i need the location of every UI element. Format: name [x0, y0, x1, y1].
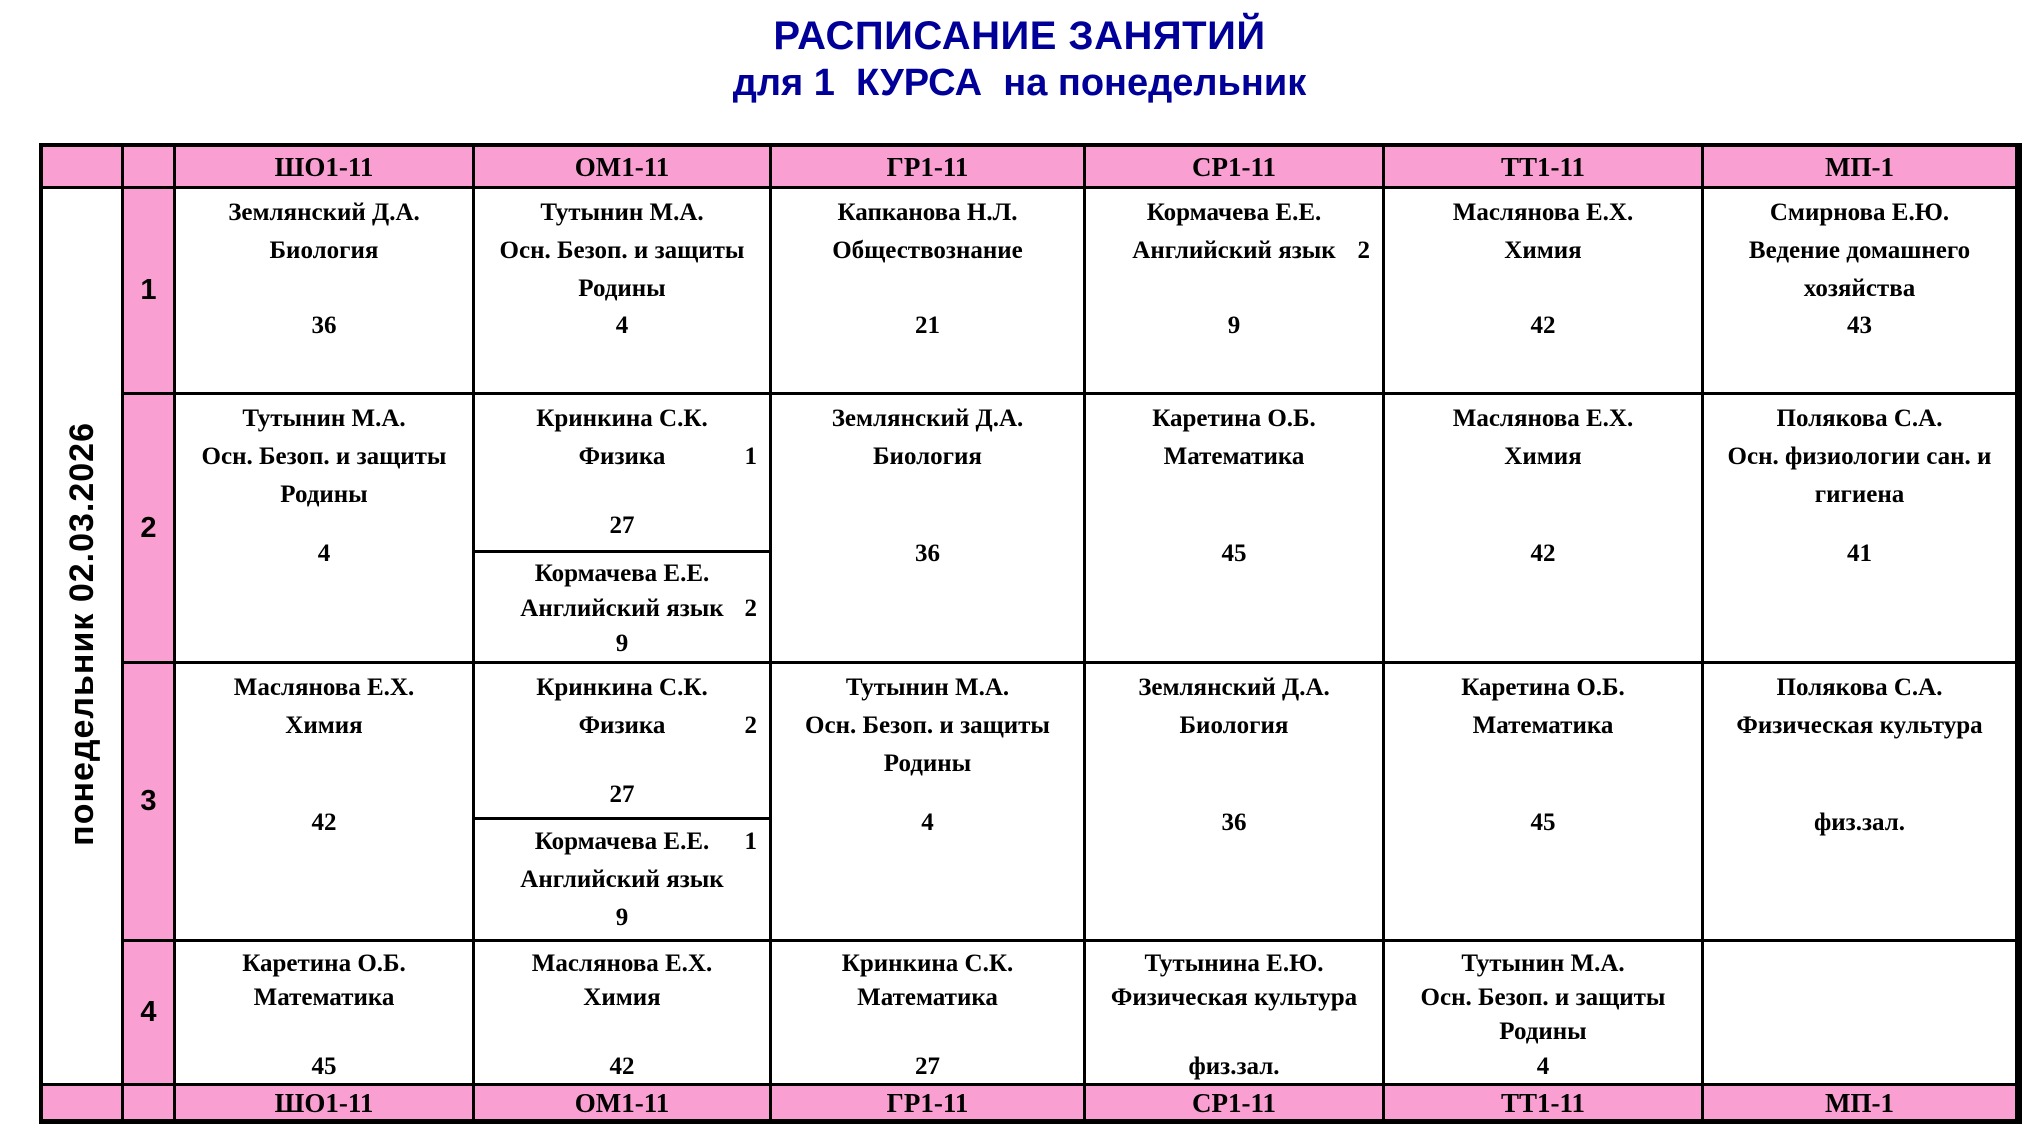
- teacher-name: Тутынин М.А.: [1461, 950, 1625, 977]
- lesson-cell: [1384, 188, 1703, 394]
- subject-name: Английский язык: [520, 866, 724, 893]
- subject-name: Биология: [873, 443, 982, 470]
- teacher-name: Маслянова Е.Х.: [531, 950, 713, 977]
- room-number: 36: [915, 540, 940, 567]
- title-line1: РАСПИСАНИЕ ЗАНЯТИЙ: [773, 14, 1266, 58]
- teacher-name: Маслянова Е.Х.: [233, 674, 415, 701]
- room-number: 42: [1530, 312, 1556, 339]
- teacher-name: Кринкина С.К.: [841, 950, 1014, 977]
- teacher-name: Тутынин М.А.: [242, 405, 406, 432]
- subject-name: Осн. Безоп. и защиты Родины: [499, 237, 745, 302]
- schedule-table: [39, 143, 2022, 1124]
- period-row-3: [41, 663, 2019, 941]
- period-number: 3: [123, 663, 175, 941]
- teacher-name: Каретина О.Б.: [1152, 405, 1316, 432]
- title-line2: для 1 КУРСА на понедельник: [732, 62, 1307, 104]
- teacher-name: Маслянова Е.Х.: [1452, 199, 1634, 226]
- group-footer: ОМ1-11: [474, 1085, 771, 1122]
- room-number: 27: [609, 781, 635, 808]
- lesson-cell: [474, 188, 771, 394]
- subject-name: Биология: [269, 237, 379, 264]
- room-number: физ.зал.: [1188, 1053, 1280, 1080]
- teacher-name: Капканова Н.Л.: [837, 199, 1018, 226]
- group-header: ОМ1-11: [474, 145, 771, 188]
- room-number: 43: [1847, 312, 1872, 339]
- room-number: 4: [615, 312, 629, 339]
- room-number: 4: [317, 540, 331, 567]
- lesson-cell: [474, 941, 771, 1085]
- header-row: [41, 145, 2019, 188]
- corner-day-cell: [41, 145, 123, 188]
- lesson-cell: [1085, 188, 1384, 394]
- lesson-cell: [1703, 394, 2019, 663]
- group-header: МП-1: [1703, 145, 2019, 188]
- lesson-cell-split: [474, 394, 771, 663]
- subject-name: Английский язык 2: [520, 595, 757, 622]
- lesson-cell: [175, 188, 474, 394]
- teacher-name: Полякова С.А.: [1776, 405, 1943, 432]
- day-label: понедельник 02.03.2026: [62, 421, 101, 846]
- subject-name: Осн. Безоп. и защиты Родины: [805, 712, 1050, 777]
- teacher-name: Кормачева Е.Е.: [1146, 199, 1322, 226]
- room-number: 27: [609, 512, 635, 539]
- room-number: 42: [311, 809, 337, 836]
- corner-period-cell: [123, 1085, 175, 1122]
- room-number: 9: [615, 630, 629, 657]
- subject-name: Осн. физиологии сан. и гигиена: [1727, 443, 1992, 508]
- day-cell: [41, 188, 123, 1085]
- teacher-name: Каретина О.Б.: [1461, 674, 1625, 701]
- teacher-name: Землянский Д.А.: [228, 199, 420, 226]
- lesson-cell: [1703, 663, 2019, 941]
- room-number: 36: [1221, 809, 1247, 836]
- lesson-cell: [175, 941, 474, 1085]
- room-number: 45: [1530, 809, 1556, 836]
- corner-day-cell: [41, 1085, 123, 1122]
- lesson-cell: [1384, 663, 1703, 941]
- footer-row: [41, 1085, 2019, 1122]
- room-number: 9: [1227, 312, 1241, 339]
- period-row-4: [41, 941, 2019, 1085]
- subject-name: Химия: [1504, 237, 1582, 264]
- lesson-cell: [1085, 941, 1384, 1085]
- room-number: 45: [311, 1053, 337, 1080]
- teacher-name: Маслянова Е.Х.: [1452, 405, 1634, 432]
- subject-name: Ведение домашнего хозяйства: [1748, 237, 1971, 302]
- room-number: 41: [1847, 540, 1872, 567]
- subject-name: Английский язык 2: [1132, 237, 1370, 264]
- teacher-name: Тутынина Е.Ю.: [1144, 950, 1324, 977]
- room-number: 27: [915, 1053, 940, 1080]
- teacher-name: Землянский Д.А.: [1138, 674, 1330, 701]
- teacher-name: Кринкина С.К.: [536, 405, 708, 432]
- period-row-2: [41, 394, 2019, 663]
- sub-lesson: [475, 820, 769, 937]
- room-number: 9: [615, 904, 629, 931]
- corner-period-cell: [123, 145, 175, 188]
- subject-name: Химия: [1504, 443, 1582, 470]
- lesson-cell-empty: [1703, 941, 2019, 1085]
- subject-name: Биология: [1179, 712, 1289, 739]
- group-header: ТТ1-11: [1384, 145, 1703, 188]
- lesson-cell: [175, 663, 474, 941]
- room-number: 42: [609, 1053, 635, 1080]
- lesson-cell: [771, 394, 1085, 663]
- period-number: 2: [123, 394, 175, 663]
- period-row-1: [41, 188, 2019, 394]
- subject-name: Математика: [1472, 712, 1614, 739]
- lesson-cell: [1384, 941, 1703, 1085]
- period-number: 1: [123, 188, 175, 394]
- room-number: 36: [311, 312, 337, 339]
- sub-lesson: [475, 553, 769, 661]
- group-footer: ТТ1-11: [1384, 1085, 1703, 1122]
- room-number: 4: [921, 809, 934, 836]
- room-number: 45: [1221, 540, 1247, 567]
- subject-name: Математика: [1163, 443, 1305, 470]
- teacher-name: Кормачева Е.Е. 1: [534, 828, 757, 855]
- group-footer: МП-1: [1703, 1085, 2019, 1122]
- subject-name: Обществознание: [832, 237, 1023, 264]
- lesson-cell: [771, 188, 1085, 394]
- teacher-name: Смирнова Е.Ю.: [1769, 199, 1950, 226]
- room-number: 4: [1536, 1053, 1550, 1080]
- teacher-name: Каретина О.Б.: [242, 950, 406, 977]
- sub-lesson: [475, 395, 769, 553]
- subject-name: Осн. Безоп. и защиты Родины: [1420, 984, 1666, 1045]
- room-number: 42: [1530, 540, 1556, 567]
- lesson-cell-split: [474, 663, 771, 941]
- lesson-cell: [771, 941, 1085, 1085]
- subject-name: Физическая культура: [1736, 712, 1983, 739]
- lesson-cell: [1085, 663, 1384, 941]
- subject-name: Математика: [857, 984, 998, 1011]
- teacher-name: Тутынин М.А.: [845, 674, 1010, 701]
- page-title: [39, 12, 2000, 106]
- teacher-name: Тутынин М.А.: [540, 199, 704, 226]
- subject-name: Химия: [583, 984, 661, 1011]
- subject-name: Химия: [285, 712, 363, 739]
- group-header: СР1-11: [1085, 145, 1384, 188]
- room-number: физ.зал.: [1813, 809, 1906, 836]
- subject-name: Физическая культура: [1110, 984, 1358, 1011]
- teacher-name: Кринкина С.К.: [536, 674, 708, 701]
- lesson-cell: [175, 394, 474, 663]
- subject-name: Физика 1: [578, 443, 757, 470]
- group-footer: ГР1-11: [771, 1085, 1085, 1122]
- lesson-cell: [1085, 394, 1384, 663]
- group-footer: СР1-11: [1085, 1085, 1384, 1122]
- group-header: ШО1-11: [175, 145, 474, 188]
- group-footer: ШО1-11: [175, 1085, 474, 1122]
- lesson-cell: [1384, 394, 1703, 663]
- sub-lesson: [475, 664, 769, 820]
- room-number: 21: [915, 312, 940, 339]
- teacher-name: Полякова С.А.: [1776, 674, 1943, 701]
- subject-name: Математика: [253, 984, 395, 1011]
- teacher-name: Землянский Д.А.: [831, 405, 1024, 432]
- period-number: 4: [123, 941, 175, 1085]
- teacher-name: Кормачева Е.Е.: [534, 560, 710, 587]
- lesson-cell: [771, 663, 1085, 941]
- subject-name: Физика 2: [578, 712, 757, 739]
- lesson-cell: [1703, 188, 2019, 394]
- subject-name: Осн. Безоп. и защиты Родины: [201, 443, 447, 508]
- group-header: ГР1-11: [771, 145, 1085, 188]
